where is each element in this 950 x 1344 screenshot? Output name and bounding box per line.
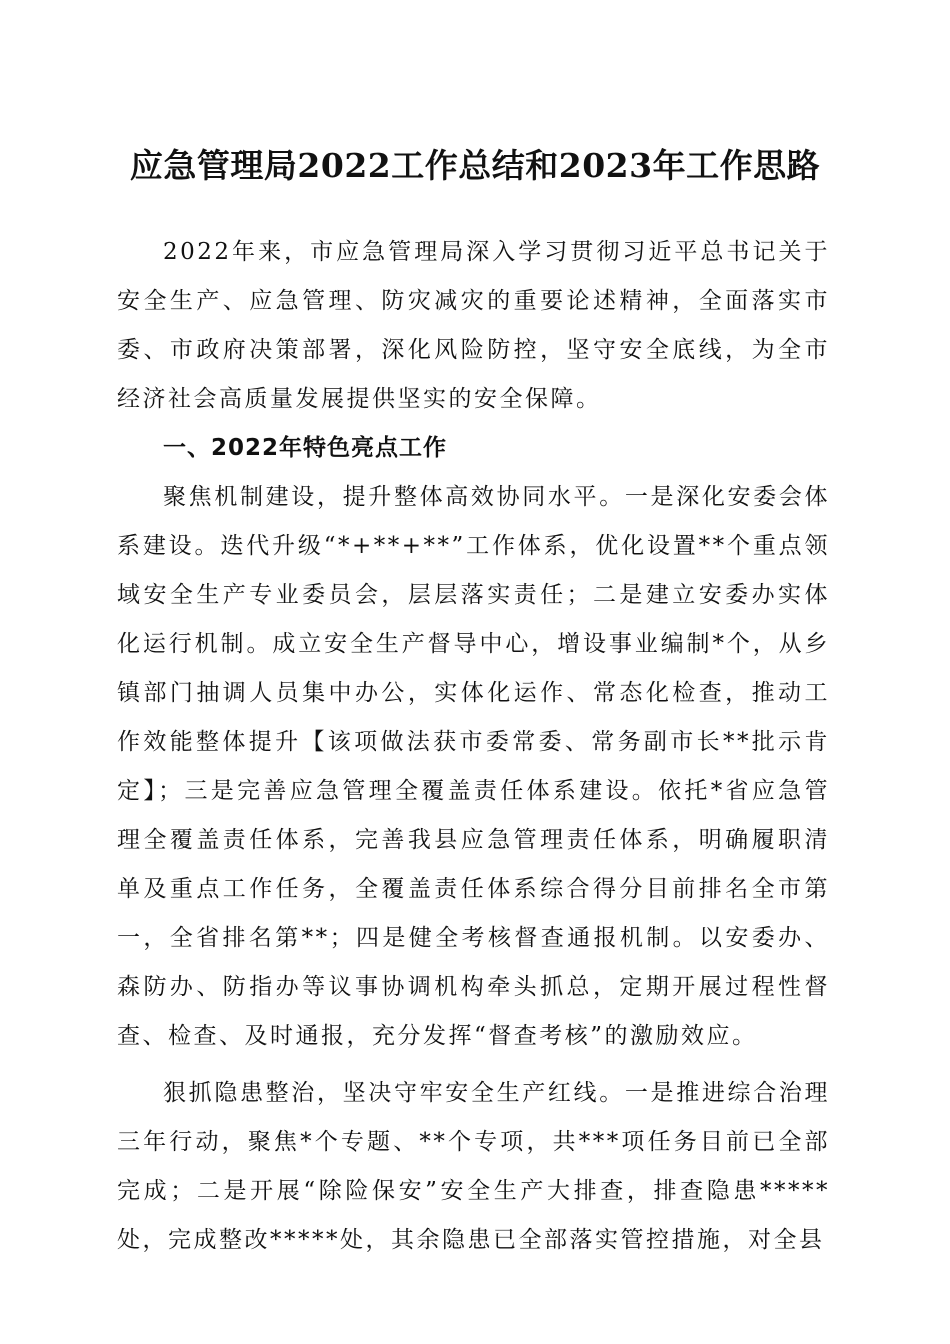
document-body bbox=[117, 228, 830, 1265]
intro-paragraph: 2022年来，市应急管理局深入学习贯彻习近平总书记关于安全生产、应急管理、防灾减灾的重要论述精神，全面落实市委、市政府决策部署，深化风险防控，坚守安全底线，为全市经济社会高质量发展提供坚实的安全保障。 bbox=[117, 239, 830, 412]
paragraph-hazard: 狠抓隐患整治，坚决守牢安全生产红线。一是推进综合治理三年行动，聚焦*个专题、**个专项，共***项任务目前已全部完成；二是开展“除险保安”安全生产大排查，排查隐患*****处，完成整改*****处，其余隐患已全部落实管控措施，对全县 bbox=[117, 1080, 830, 1253]
paragraph-mechanism: 聚焦机制建设，提升整体高效协同水平。一是深化安委会体系建设。迭代升级“*+**+**”工作体系，优化设置**个重点领域安全生产专业委员会，层层落实责任；二是建立安委办实体化运行机制。成立安全生产督导中心，增设事业编制*个，从乡镇部门抽调人员集中办公，实体化运作、常态化检查，推动工作效能整体提升【该项做法获市委常委、常务副市长**批示肯定】；三是完善应急管理全覆盖责任体系建设。依托*省应急管理全覆盖责任体系，完善我县应急管理责任体系，明确履职清单及重点工作任务，全覆盖责任体系综合得分目前排名全市第一，全省排名第**；四是健全考核督查通报机制。以安委办、森防办、防指办等议事协调机构牵头抓总，定期开展过程性督查、检查、及时通报，充分发挥“督查考核”的激励效应。 bbox=[117, 484, 830, 1049]
section-heading: 一、2022年特色亮点工作 bbox=[163, 435, 448, 461]
document-title: 应急管理局2022工作总结和2023年工作思路 bbox=[129, 146, 821, 185]
